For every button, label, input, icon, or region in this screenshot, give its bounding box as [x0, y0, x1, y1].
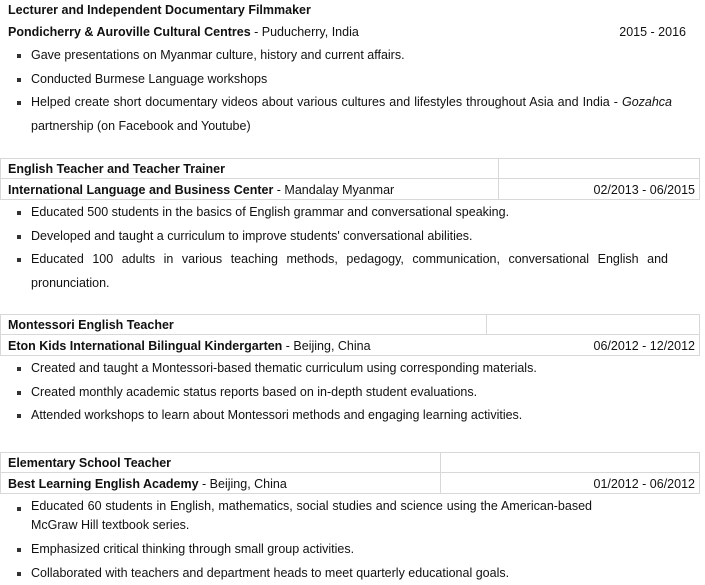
- bullet-text-tail: partnership (on Facebook and Youtube): [31, 119, 251, 133]
- job-org-row: [0, 473, 700, 494]
- bullet-dot-icon: [17, 548, 21, 552]
- bullet-dot-icon: [17, 391, 21, 395]
- job-title-row: [0, 158, 700, 179]
- bullet-dot-icon: [17, 414, 21, 418]
- bullet-text: Collaborated with teachers and department heads to meet quarterly educational goals.: [31, 566, 509, 580]
- bullet-text: Helped create short documentary videos about various cultures and lifestyles throughout Asia and India -: [31, 95, 618, 109]
- job-title: English Teacher and Teacher Trainer: [8, 162, 225, 176]
- bullet-dot-icon: [17, 211, 21, 215]
- bullet-text: Educated 100 adults in various teaching methods, pedagogy, communication, conversational English and pronunciation.: [31, 252, 668, 290]
- bullet-text: Created monthly academic status reports based on in-depth student evaluations.: [31, 385, 477, 399]
- job-entry-english-teacher-trainer: [0, 158, 700, 295]
- bullet-item: [0, 248, 700, 295]
- job-location: - Beijing, China: [199, 477, 287, 491]
- bullet-text: Educated 60 students in English, mathematics, social studies and science using the American-based McGraw Hill textbook series.: [31, 499, 592, 532]
- job-title: Montessori English Teacher: [8, 318, 174, 332]
- job-org: Pondicherry & Auroville Cultural Centres: [8, 25, 251, 39]
- bullet-item: [0, 91, 700, 138]
- job-org-line: [8, 25, 359, 39]
- job-org: Eton Kids International Bilingual Kindergarten: [8, 339, 282, 353]
- bullet-dot-icon: [17, 367, 21, 371]
- table-divider: [498, 179, 499, 199]
- bullet-text: Developed and taught a curriculum to improve students' conversational abilities.: [31, 229, 473, 243]
- job-entry-filmmaker: [0, 0, 700, 138]
- bullet-text: Conducted Burmese Language workshops: [31, 72, 267, 86]
- job-org: Best Learning English Academy: [8, 477, 199, 491]
- table-divider: [498, 159, 499, 178]
- table-divider: [440, 473, 441, 493]
- job-entry-elementary-teacher: [0, 452, 700, 585]
- job-location: - Puducherry, India: [251, 25, 359, 39]
- bullet-item: [0, 357, 700, 381]
- job-org-row: [0, 179, 700, 200]
- job-dates: 2015 - 2016: [619, 25, 686, 39]
- job-title-row: [0, 452, 700, 473]
- job-org-line: [8, 339, 371, 353]
- bullet-dot-icon: [17, 258, 21, 262]
- bullet-dot-icon: [17, 54, 21, 58]
- bullet-text: Created and taught a Montessori-based thematic curriculum using corresponding materials.: [31, 361, 537, 375]
- bullet-text: Attended workshops to learn about Montessori methods and engaging learning activities.: [31, 408, 522, 422]
- bullet-dot-icon: [17, 235, 21, 239]
- bullet-dot-icon: [17, 507, 21, 511]
- bullet-text: Emphasized critical thinking through small group activities.: [31, 542, 354, 556]
- bullet-emphasis: Gozahca: [622, 95, 672, 109]
- job-dates: 02/2013 - 06/2015: [594, 183, 695, 197]
- job-org-row: [0, 335, 700, 356]
- bullet-dot-icon: [17, 101, 21, 105]
- job-title-row: [0, 314, 700, 335]
- bullet-item: [0, 44, 700, 68]
- job-location: - Mandalay Myanmar: [273, 183, 394, 197]
- bullet-text: Gave presentations on Myanmar culture, history and current affairs.: [31, 48, 405, 62]
- job-title: Lecturer and Independent Documentary Filmmaker: [8, 3, 311, 17]
- bullet-item: [0, 495, 700, 538]
- bullet-item: [0, 562, 700, 585]
- job-bullets: [0, 201, 700, 295]
- bullet-item: [0, 225, 700, 249]
- bullet-item: [0, 68, 700, 92]
- bullet-dot-icon: [17, 78, 21, 82]
- table-divider: [440, 453, 441, 472]
- bullet-dot-icon: [17, 572, 21, 576]
- job-entry-montessori-teacher: [0, 314, 700, 428]
- table-divider: [486, 315, 487, 334]
- job-title: Elementary School Teacher: [8, 456, 171, 470]
- job-title-row: [0, 0, 700, 21]
- job-org-line: [8, 183, 394, 197]
- job-org: International Language and Business Center: [8, 183, 273, 197]
- bullet-item: [0, 381, 700, 405]
- job-bullets: [0, 495, 700, 585]
- job-dates: 06/2012 - 12/2012: [594, 339, 695, 353]
- job-bullets: [0, 44, 700, 138]
- job-bullets: [0, 357, 700, 428]
- bullet-item: [0, 538, 700, 562]
- job-org-row: [0, 21, 700, 42]
- job-location: - Beijing, China: [282, 339, 370, 353]
- bullet-text: Educated 500 students in the basics of English grammar and conversational speaking.: [31, 205, 509, 219]
- bullet-item: [0, 201, 700, 225]
- bullet-item: [0, 404, 700, 428]
- job-org-line: [8, 477, 287, 491]
- job-dates: 01/2012 - 06/2012: [594, 477, 695, 491]
